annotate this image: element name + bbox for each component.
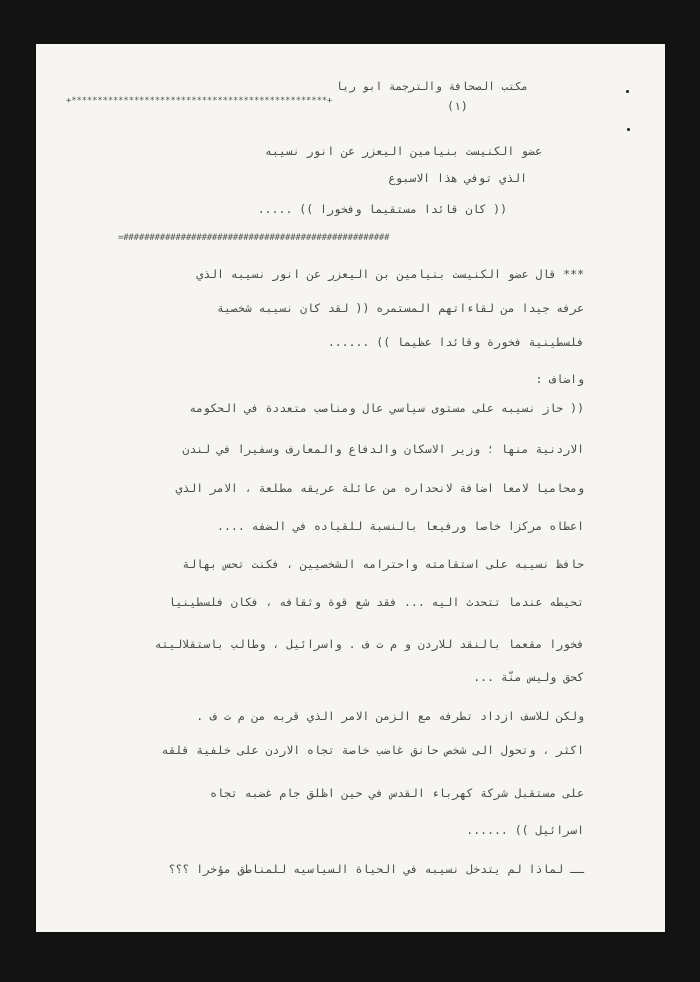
title-line-2: الذي توفي هذا الاسبوع — [388, 171, 527, 185]
title-line-3: (( كان قائدا مستقيما وفخورا )) ..... — [257, 202, 507, 216]
header-rule: +*************************************************+ — [66, 96, 333, 106]
body-line: ولكن للاسف ازداد تطرفه مع الزمن الامر الذي قربه من م ت ف . — [196, 709, 584, 723]
body-line: اعطاه مركزا خاصا ورفيعا بالنسبة للقياده في الضفه .... — [217, 519, 584, 533]
body-line: *** قال عضو الكنيست بنيامين بن اليعزر عن انور نسيبه الذي — [196, 267, 584, 281]
body-line: تحيطه عندما تتحدث اليه ... فقد شع قوة وثقافه ، فكان فلسطينيا — [168, 595, 584, 609]
body-line: ــ لماذا لم يتدخل نسيبه في الحياة السياسيه للمناطق مؤخرا ؟؟؟ — [168, 862, 584, 876]
body-line: الاردنية منها ؛ وزير الاسكان والدفاع والمعارف وسفيرا في لندن — [182, 442, 584, 456]
body-line: اكثر ، وتحول الى شخص حانق غاضب خاصة تجاه الاردن على خلفية قلقه — [161, 743, 584, 757]
body-line: كحق وليس منّة ... — [473, 670, 584, 684]
body-line: اسرائيل )) ...... — [466, 823, 584, 837]
body-line: ومحاميا لامعا اضافة لانحداره من عائلة عريقه مطلعة ، الامر الذي — [175, 481, 584, 495]
section-rule: =################################################### — [118, 233, 390, 243]
margin-mark — [627, 128, 630, 131]
body-line: واضاف : — [535, 372, 584, 386]
office-header: مكتب الصحافة والترجمة ابو ريا — [335, 80, 528, 93]
margin-mark — [626, 90, 629, 93]
body-line: فخورا مقعما بالنقد للاردن و م ت ف . واسرائيل ، وطالب باستقلاليته — [154, 637, 584, 651]
document-page — [36, 44, 665, 932]
body-line: حافظ نسيبه على استقامته واحترامه الشخصيين ، فكنت تحس بهالة — [182, 557, 584, 571]
body-line: عرفه جيدا من لقاءاتهم المستمره (( لقد كان نسيبه شخصية — [217, 301, 584, 315]
body-line: على مستقبل شركة كهرباء القدس في حين اظلق جام غضبه تجاه — [210, 786, 584, 800]
page-number: (١) — [447, 99, 468, 113]
body-line: (( حاز نسيبه على مستوى سياسي عال ومناصب متعددة في الحكومه — [189, 401, 584, 415]
title-line-1: عضو الكنيست بنيامين اليعزر عن انور نسيبه — [265, 144, 542, 158]
body-line: فلسطينية فخورة وقائدا عظيما )) ...... — [327, 335, 584, 349]
